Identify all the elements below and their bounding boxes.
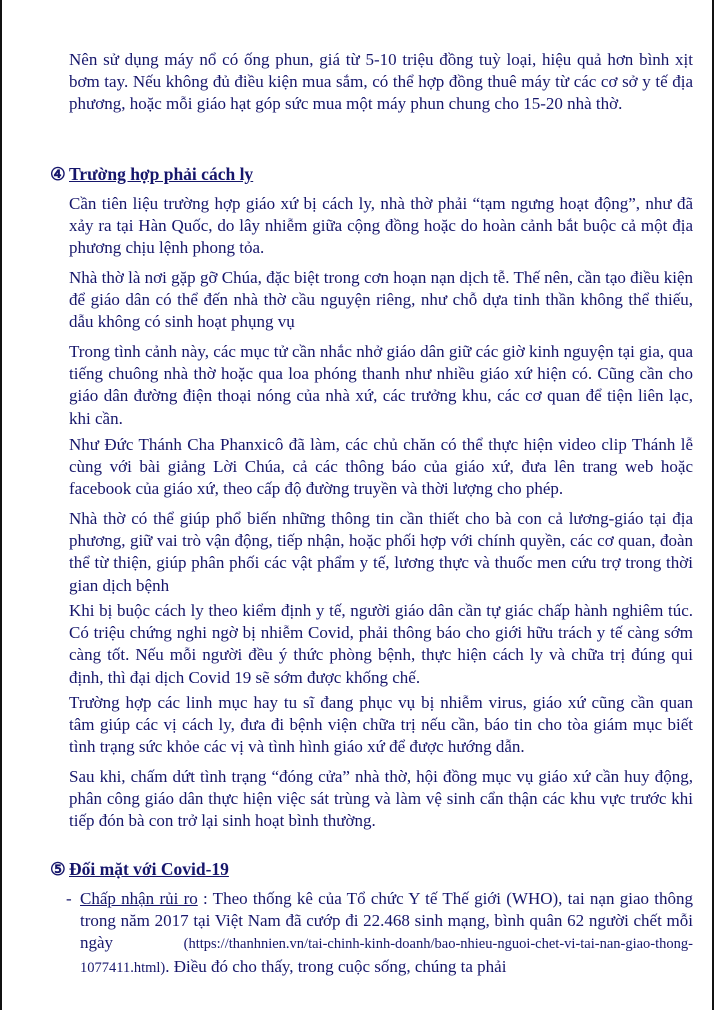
bullet-lead: Chấp nhận rủi ro	[80, 889, 198, 908]
section-5-title: Đối mặt với Covid-19	[69, 859, 229, 879]
section-4-paragraph-7: Trường hợp các linh mục hay tu sĩ đang phục vụ bị nhiễm virus, giáo xứ cũng cần quan tâm giúp các vị cách ly, đưa đi bệnh viện chữa trị nếu cần, báo tin cho tòa giám mục biết tình trạng sức khỏe các vị và tình hình giáo xứ để được hướng dẫn.	[69, 693, 693, 757]
section-5-bullet	[66, 888, 693, 979]
section-4-paragraph-8: Sau khi, chấm dứt tình trạng “đóng cửa” nhà thờ, hội đồng mục vụ giáo xứ cần huy động, phân công giáo dân thực hiện việc sát trùng và làm vệ sinh cẩn thận các khu vực trước khi tiếp đón bà con trở lại sinh hoạt bình thường.	[69, 767, 693, 831]
section-4-paragraph-6: Khi bị buộc cách ly theo kiểm định y tế, người giáo dân cần tự giác chấp hành nghiêm túc. Có triệu chứng nghi ngờ bị nhiễm Covid, phải thông báo cho giới hữu trách y tế càng sớm càng tốt. Nếu mỗi người đều ý thức phòng bệnh, thực hiện cách ly và chữa trị đúng qui định, thì đại dịch Covid 19 sẽ sớm được khống chế.	[69, 601, 693, 687]
section-5-heading	[50, 858, 690, 880]
section-4-title: Trường hợp phải cách ly	[69, 164, 254, 184]
bullet-text-1: : Theo thống kê của Tổ chức Y tế Thế giới (WHO), tai nạn giao thông trong năm 2017 tại Việt Nam đã cướp đi 22.468 sinh mạng, bình quân 62 người chết mỗi ngày	[80, 889, 693, 953]
section-4-number: ④	[50, 164, 66, 184]
section-4-paragraph-2: Nhà thờ là nơi gặp gỡ Chúa, đặc biệt trong cơn hoạn nạn dịch tễ. Thế nên, cần tạo điều kiện để giáo dân có thể đến nhà thờ cầu nguyện riêng, như chỗ dựa tinh thần không thể thiếu, dẫu không có sinh hoạt phụng vụ	[69, 268, 693, 332]
section-5-number: ⑤	[50, 859, 66, 879]
section-4-heading	[50, 163, 690, 185]
source-url: (https://thanhnien.vn/tai-chinh-kinh-doanh/bao-nhieu-nguoi-chet-vi-tai-nan-giao-thong-1077411.html)	[80, 936, 693, 976]
section-4-paragraph-4: Như Đức Thánh Cha Phanxicô đã làm, các chủ chăn có thể thực hiện video clip Thánh lễ cùng với bài giảng Lời Chúa, cả các thông báo của giáo xứ, đưa lên trang web hoặc facebook của giáo xứ, theo cấp độ đường truyền và thời lượng cho phép.	[69, 435, 693, 499]
bullet-dash: -	[66, 889, 72, 908]
section-4-paragraph-1: Cần tiên liệu trường hợp giáo xứ bị cách ly, nhà thờ phải “tạm ngưng hoạt động”, như đã xảy ra tại Hàn Quốc, do lây nhiễm giữa cộng đồng hoặc do hoàn cảnh bắt buộc cả một địa phương chịu lệnh phong tỏa.	[69, 194, 693, 258]
intro-paragraph: Nên sử dụng máy nổ có ống phun, giá từ 5-10 triệu đồng tuỳ loại, hiệu quả hơn bình xịt bơm tay. Nếu không đủ điều kiện mua sắm, có thể hợp đồng thuê máy từ các cơ sở y tế địa phương, hoặc mỗi giáo hạt góp sức mua một máy phun chung cho 15-20 nhà thờ.	[69, 50, 693, 114]
bullet-body	[66, 888, 693, 979]
section-4-paragraph-3: Trong tình cảnh này, các mục tử cần nhắc nhở giáo dân giữ các giờ kinh nguyện tại gia, qua tiếng chuông nhà thờ hoặc qua loa phóng thanh như nhiều giáo xứ hiện có. Cũng cần cho giáo dân đường điện thoại nóng của nhà xứ, các trưởng khu, các cơ quan để tiện liên lạc, khi cần.	[69, 342, 693, 428]
bullet-text-2: . Điều đó cho thấy, trong cuộc sống, chúng ta phải	[165, 956, 507, 976]
section-4-paragraph-5: Nhà thờ có thể giúp phổ biến những thông tin cần thiết cho bà con cả lương-giáo tại địa phương, giữ vai trò vận động, tiếp nhận, hoặc phối hợp với chính quyền, các cơ quan, đoàn thể từ thiện, giúp phân phối các vật phẩm y tế, lương thực và thuốc men cứu trợ trong thời gian dịch bệnh	[69, 509, 693, 595]
